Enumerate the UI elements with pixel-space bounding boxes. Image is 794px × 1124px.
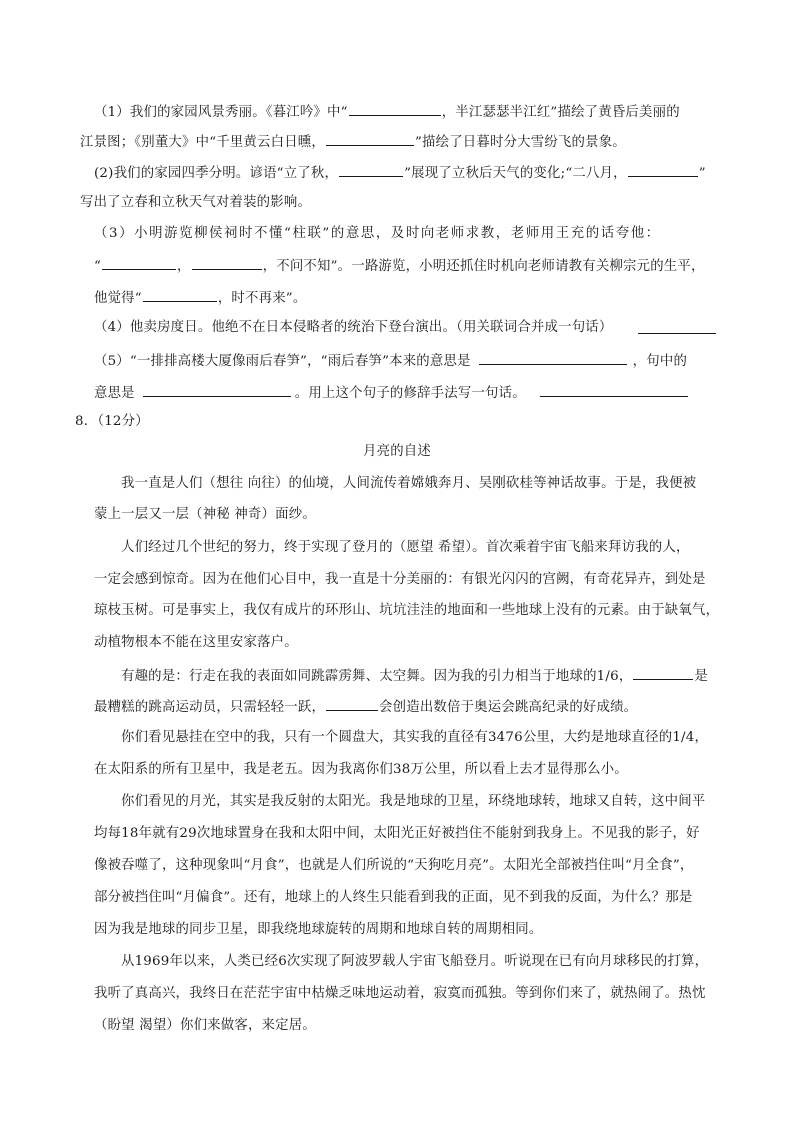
q7-3-blank-2[interactable] [192,257,262,270]
q7-1-text-b: ，半江瑟瑟半江红”描绘了黄昏后美丽的 [441,105,680,120]
q7-3-text-b: “ [94,259,102,274]
q7-2-line-1 [94,164,706,182]
q7-3-text-e: 他觉得“ [94,291,142,306]
q7-1-text-a: （1）我们的家园风景秀丽。《暮江吟》中“ [94,105,348,120]
q7-5-blank-2[interactable] [143,384,291,397]
q7-2-text-a: (2)我们的家园四季分明。谚语“立了秋， [94,166,339,181]
passage-p1-line-2: 蒙上一层又一层（神秘 神奇）面纱。 [94,507,316,522]
q7-5-line-1 [94,352,687,370]
passage-p3-line-1 [121,667,708,685]
q7-2-blank-1[interactable] [339,164,403,177]
passage-p3-text-d: 会创造出数倍于奥运会跳高纪录的好成绩。 [379,700,638,715]
q7-2-text-d: 写出了立春和立秋天气对着装的影响。 [80,195,312,210]
passage-title: 月亮的自述 [363,444,431,459]
q7-5-line-2 [94,384,689,402]
passage-p6-line-1: 从1969年以来，人类已经6次实现了阿波罗载人宇宙飞船登月。听说现在已有向月球移民的打算， [121,954,709,969]
passage-p5-line-4: 部分被挡住叫“月偏食”。还有，地球上的人终生只能看到我的正面，见不到我的反面，为什么？那是 [94,890,693,905]
passage-p6-line-3: （盼望 渴望）你们来做客，来定居。 [94,1018,316,1033]
passage-p5-line-2: 均每18年就有29次地球置身在我和太阳中间，太阳光正好被挡住不能射到我身上。不见我的影子，好 [94,826,700,841]
q7-2-line-2 [80,195,311,211]
q7-2-text-c: ” [698,166,706,181]
q7-3-text-f: ，时不再来”。 [217,291,307,306]
q7-5-text-c: 意思是 [94,386,135,401]
q7-5-blank-3[interactable] [540,384,688,397]
passage-p3-text-c: 最糟糕的跳高运动员，只需轻轻一跃， [94,700,326,715]
q7-3-line-2 [94,257,705,275]
q7-1-text-d: ”描绘了日暮时分大雪纷飞的景象。 [414,135,626,150]
passage-p2-line-3: 琼枝玉树。可是事实上，我仅有成片的环形山、坑坑洼洼的地面和一些地球上没有的元素。由于缺氧气， [94,603,720,618]
passage-p2-line-4: 动植物根本不能在这里安家落户。 [94,635,298,650]
passage-p3-text-b: 是 [694,669,709,684]
passage-p5-line-1: 你们看见的月光，其实是我反射的太阳光。我是地球的卫星，环绕地球转，地球又自转，这中间平 [121,794,706,809]
passage-p1-line-1: 我一直是人们（想往 向往）的仙境，人间流传着嫦娥奔月、吴刚砍桂等神话故事。于是，我便被 [121,476,697,491]
passage-blank-2[interactable] [326,698,378,711]
q7-1-blank-1[interactable] [349,103,441,116]
q7-1-blank-2[interactable] [326,133,414,146]
passage-p4-line-1: 你们看见悬挂在空中的我，只有一个圆盘大，其实我的直径有3476公里，大约是地球直径的1/4， [121,730,709,745]
q7-5-text-d: 。用上这个句子的修辞手法写一句话。 [294,386,526,401]
q7-5-text-b: ，句中的 [632,354,688,369]
q8-header: 8．（12分） [75,414,149,429]
q7-3-blank-3[interactable] [143,289,217,302]
passage-p4-line-2: 在太阳系的所有卫星中，我是老五。因为我离你们38万公里，所以看上去才显得那么小。 [94,762,628,777]
q7-3-line-1 [94,226,661,242]
q7-4-line-1 [94,320,612,336]
q7-4-text-a: （4）他卖房度日。他绝不在日本侵略者的统治下登台演出。（用关联词合并成一句话） [94,320,613,335]
q7-4-blank-1[interactable] [638,321,716,334]
q7-3-line-3 [94,289,306,307]
q7-1-line-2 [80,133,626,151]
q7-5-text-a: （5）“一排排高楼大厦像雨后春笋”，“雨后春笋”本来的意思是 [94,354,471,369]
q7-2-blank-2[interactable] [628,164,698,177]
q7-3-blank-1[interactable] [102,257,176,270]
q7-5-blank-1[interactable] [479,352,627,365]
passage-p5-line-3: 像被吞噬了，这种现象叫“月食”，也就是人们所说的“天狗吃月亮”。太阳光全部被挡住叫“月全食”， [94,858,694,873]
passage-p5-line-5: 因为我是地球的同步卫星，即我绕地球旋转的周期和地球自转的周期相同。 [94,922,543,937]
passage-p3-line-2 [94,698,637,716]
q7-3-text-c: ， [177,259,191,274]
q7-1-line-1 [94,103,680,121]
passage-p2-line-1: 人们经过几个世纪的努力，终于实现了登月的（愿望 希望）。首次乘着宇宙飞船来拜访我的人， [121,540,690,555]
q7-1-text-c: 江景图；《别董大》中“千里黄云白日曛， [80,135,325,150]
q7-3-text-d: ，不问不知”。一路游览，小明还抓住时机向老师请教有关柳宗元的生平， [262,259,705,274]
passage-p3-text-a: 有趣的是：行走在我的表面如同跳霹雳舞、太空舞。因为我的引力相当于地球的1/6， [121,669,633,684]
passage-p6-line-2: 我听了真高兴，我终日在茫茫宇宙中枯燥乏味地运动着，寂寞而孤独。等到你们来了，就热闹了。热忱 [94,986,706,1001]
passage-blank-1[interactable] [633,667,693,680]
passage-p2-line-2: 一定会感到惊奇。因为在他们心目中，我一直是十分美丽的：有银光闪闪的宫阙，有奇花异卉，到处是 [94,572,706,587]
q7-3-text-a: （3）小明游览柳侯祠时不懂“柱联”的意思，及时向老师求教，老师用王充的话夸他： [94,226,661,241]
q7-2-text-b: ”展现了立秋后天气的变化;“二八月， [404,166,627,181]
